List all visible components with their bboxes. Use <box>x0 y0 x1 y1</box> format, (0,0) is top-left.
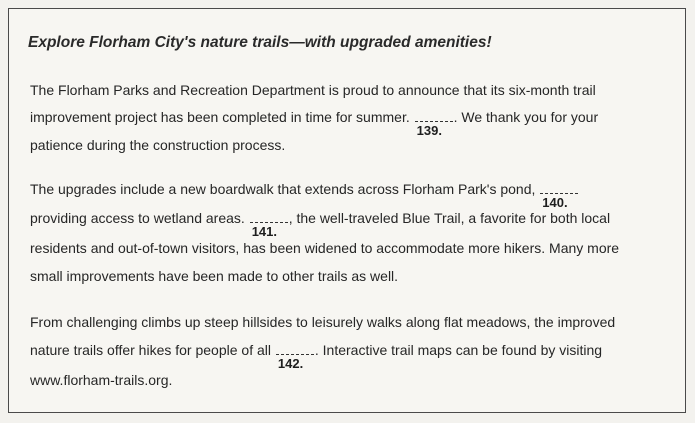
paragraph3-line2-before: nature trails offer hikes for people of all <box>30 342 271 358</box>
blank-number-142: 142. <box>277 356 304 371</box>
blank-number-141: 141. <box>251 224 277 239</box>
blank-140[interactable] <box>540 183 578 210</box>
paragraph2-line1-before: The upgrades include a new boardwalk that extends across Florham Park's pond, <box>30 181 536 197</box>
paragraph1-line2-after: . We thank you for your <box>453 109 599 125</box>
paragraph3-line2 <box>30 342 603 371</box>
passage-title: Explore Florham City's nature trails—with upgraded amenities! <box>28 34 492 51</box>
paragraph3-line1: From challenging climbs up steep hillsides to leisurely walks along flat meadows, the improved <box>30 314 616 330</box>
paragraph2-line2-before: providing access to wetland areas. <box>30 210 245 226</box>
paragraph3-line3: www.florham-trails.org. <box>30 372 173 388</box>
paragraph1-line2 <box>30 109 599 138</box>
paragraph2-line2-after: , the well-traveled Blue Trail, a favorite for both local <box>288 210 611 226</box>
paragraph2-line3: residents and out-of-town visitors, has been widened to accommodate more hikers. Many more <box>30 240 620 256</box>
paragraph2-line1 <box>30 181 579 210</box>
paragraph1-line3: patience during the construction process. <box>30 137 286 153</box>
blank-number-140: 140. <box>542 195 568 210</box>
blank-139[interactable] <box>415 111 453 138</box>
blank-number-139: 139. <box>416 123 442 138</box>
blank-141[interactable] <box>250 212 288 239</box>
blank-142[interactable] <box>276 344 314 371</box>
paragraph1-line2-before: improvement project has been completed in time for summer. <box>30 109 410 125</box>
paragraph1-line1: The Florham Parks and Recreation Department is proud to announce that its six-month trail <box>30 82 596 98</box>
paragraph2-line4: small improvements have been made to other trails as well. <box>30 268 399 284</box>
paragraph3-line2-after: . Interactive trail maps can be found by visiting <box>314 342 603 358</box>
paragraph2-line2 <box>30 210 611 239</box>
